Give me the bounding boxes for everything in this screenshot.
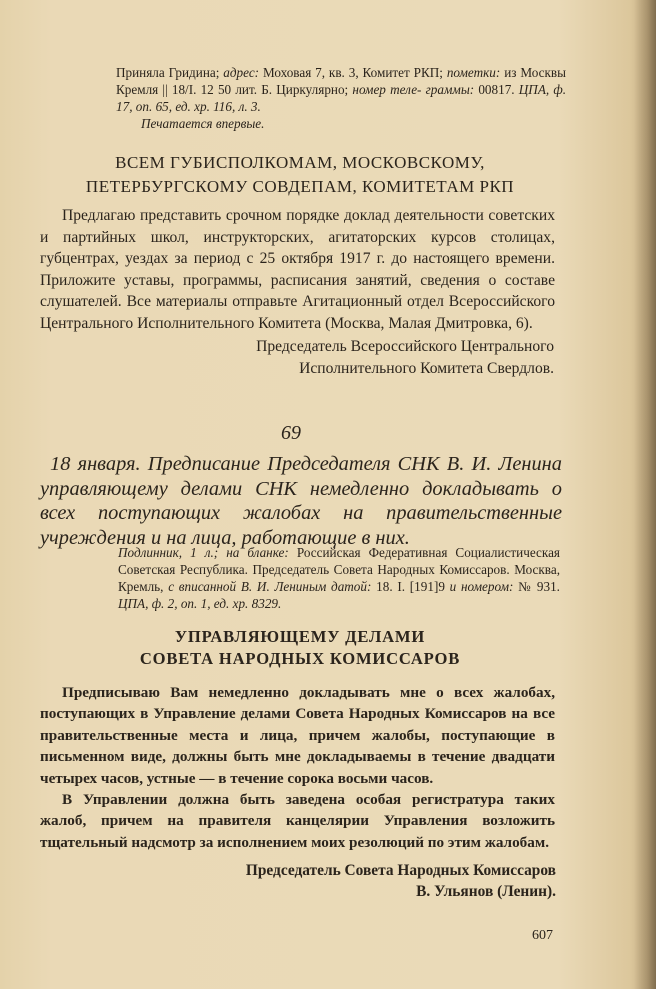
document-number: 69 [281, 422, 301, 444]
page-number: 607 [532, 928, 553, 943]
telegram-heading-line2: ПЕТЕРБУРГСКОМУ СОВДЕПАМ, КОМИТЕТАМ РКП [85, 177, 515, 196]
source-part2: Российская Федеративная Социалистическая Советская Республика. Председатель Совета Народных Комиссаров. Москва, Кремль, [118, 545, 560, 594]
note-line1-a: Приняла Гридина; [116, 65, 224, 80]
note-line1-c: Моховая 7, кв. 3, Комитет РКП; [259, 65, 447, 80]
telegram-heading [40, 151, 560, 199]
order-signature [246, 860, 556, 903]
archival-note [116, 64, 566, 132]
telegram-heading-line1: ВСЕМ ГУБИСПОЛКОМАМ, МОСКОВСКОМУ, [115, 153, 485, 172]
order-paragraph-2: В Управлении должна быть заведена особая регистратура таких жалоб, причем на правителя канцелярии Управления возложить тщательный надсмотр за исполнением моих резолюций по этим жалобам. [40, 791, 555, 851]
telegram-signature-line1: Председатель Всероссийского Центрального [256, 338, 554, 355]
source-part3: с вписанной В. И. Лениным датой: [168, 579, 372, 594]
telegram-signature-line2: Исполнительного Комитета Свердлов. [299, 359, 554, 377]
telegram-signature [256, 336, 554, 379]
page-spine-shadow [634, 0, 656, 989]
document-title: 18 января. Предписание Председателя СНК В. И. Ленина управляющему делами СНК немедленно докладывать о всех поступающих жалобах на правительственные учреждения и на лица, работающие в них. [40, 453, 562, 549]
telegram-body: Предлагаю представить срочном порядке доклад деятельности советских и партийных школ, инструкторских, агитаторских курсов столицах, губцентрах, уездах за период с 25 октября 1917 г. до настоящего времени. Приложите уставы, программы, расписания занятий, сведения о составе слушателей. Все материалы отправьте Агитационный отдел Всероссийского Центрального Исполнительного Комитета (Москва, Малая Дмитровка, 6). [40, 207, 555, 332]
source-part4: 18. I. [191]9 [371, 579, 450, 594]
source-note [118, 544, 560, 612]
note-line2-b: номер теле- [352, 82, 422, 97]
note-line3-a: граммы: [425, 82, 475, 97]
order-signature-line1: Председатель Совета Народных Комиссаров [245, 862, 556, 879]
note-line3-c: ЦПА, ф. 17, оп. 65, ед. хр. 116, л. 3. [116, 82, 567, 114]
source-part7: ЦПА, ф. 2, оп. 1, ед. хр. 8329. [118, 596, 282, 611]
order-paragraph-1: Предписываю Вам немедленно докладывать мне о всех жалобах, поступающих в Управление делами Совета Народных Комиссаров на все правительственные места и лица, причем жалобы, поступающие в письменном виде, должны быть мне докладываемы в течение двадцати четырех часов, устные — в течение сорока восьми часов. [40, 684, 555, 787]
note-line3-b: 00817. [474, 82, 519, 97]
order-heading-line2: СОВЕТА НАРОДНЫХ КОМИССАРОВ [139, 649, 461, 668]
source-part1: Подлинник, 1 л.; на бланке: [118, 545, 289, 560]
printed-first-note: Печатается впервые. [141, 116, 265, 131]
source-part5: и номером: [449, 579, 514, 594]
order-heading-line1: УПРАВЛЯЮЩЕМУ ДЕЛАМИ [174, 627, 426, 646]
note-line1-b: адрес: [223, 65, 260, 80]
note-line2-a: из Москвы Кремля || 18/I. 12 50 лит. Б. Циркулярно; [116, 65, 566, 97]
order-heading [40, 626, 560, 670]
source-part6: № 931. [513, 579, 560, 594]
note-line1-d: пометки: [446, 65, 501, 80]
order-signature-line2: В. Ульянов (Ленин). [416, 883, 556, 901]
